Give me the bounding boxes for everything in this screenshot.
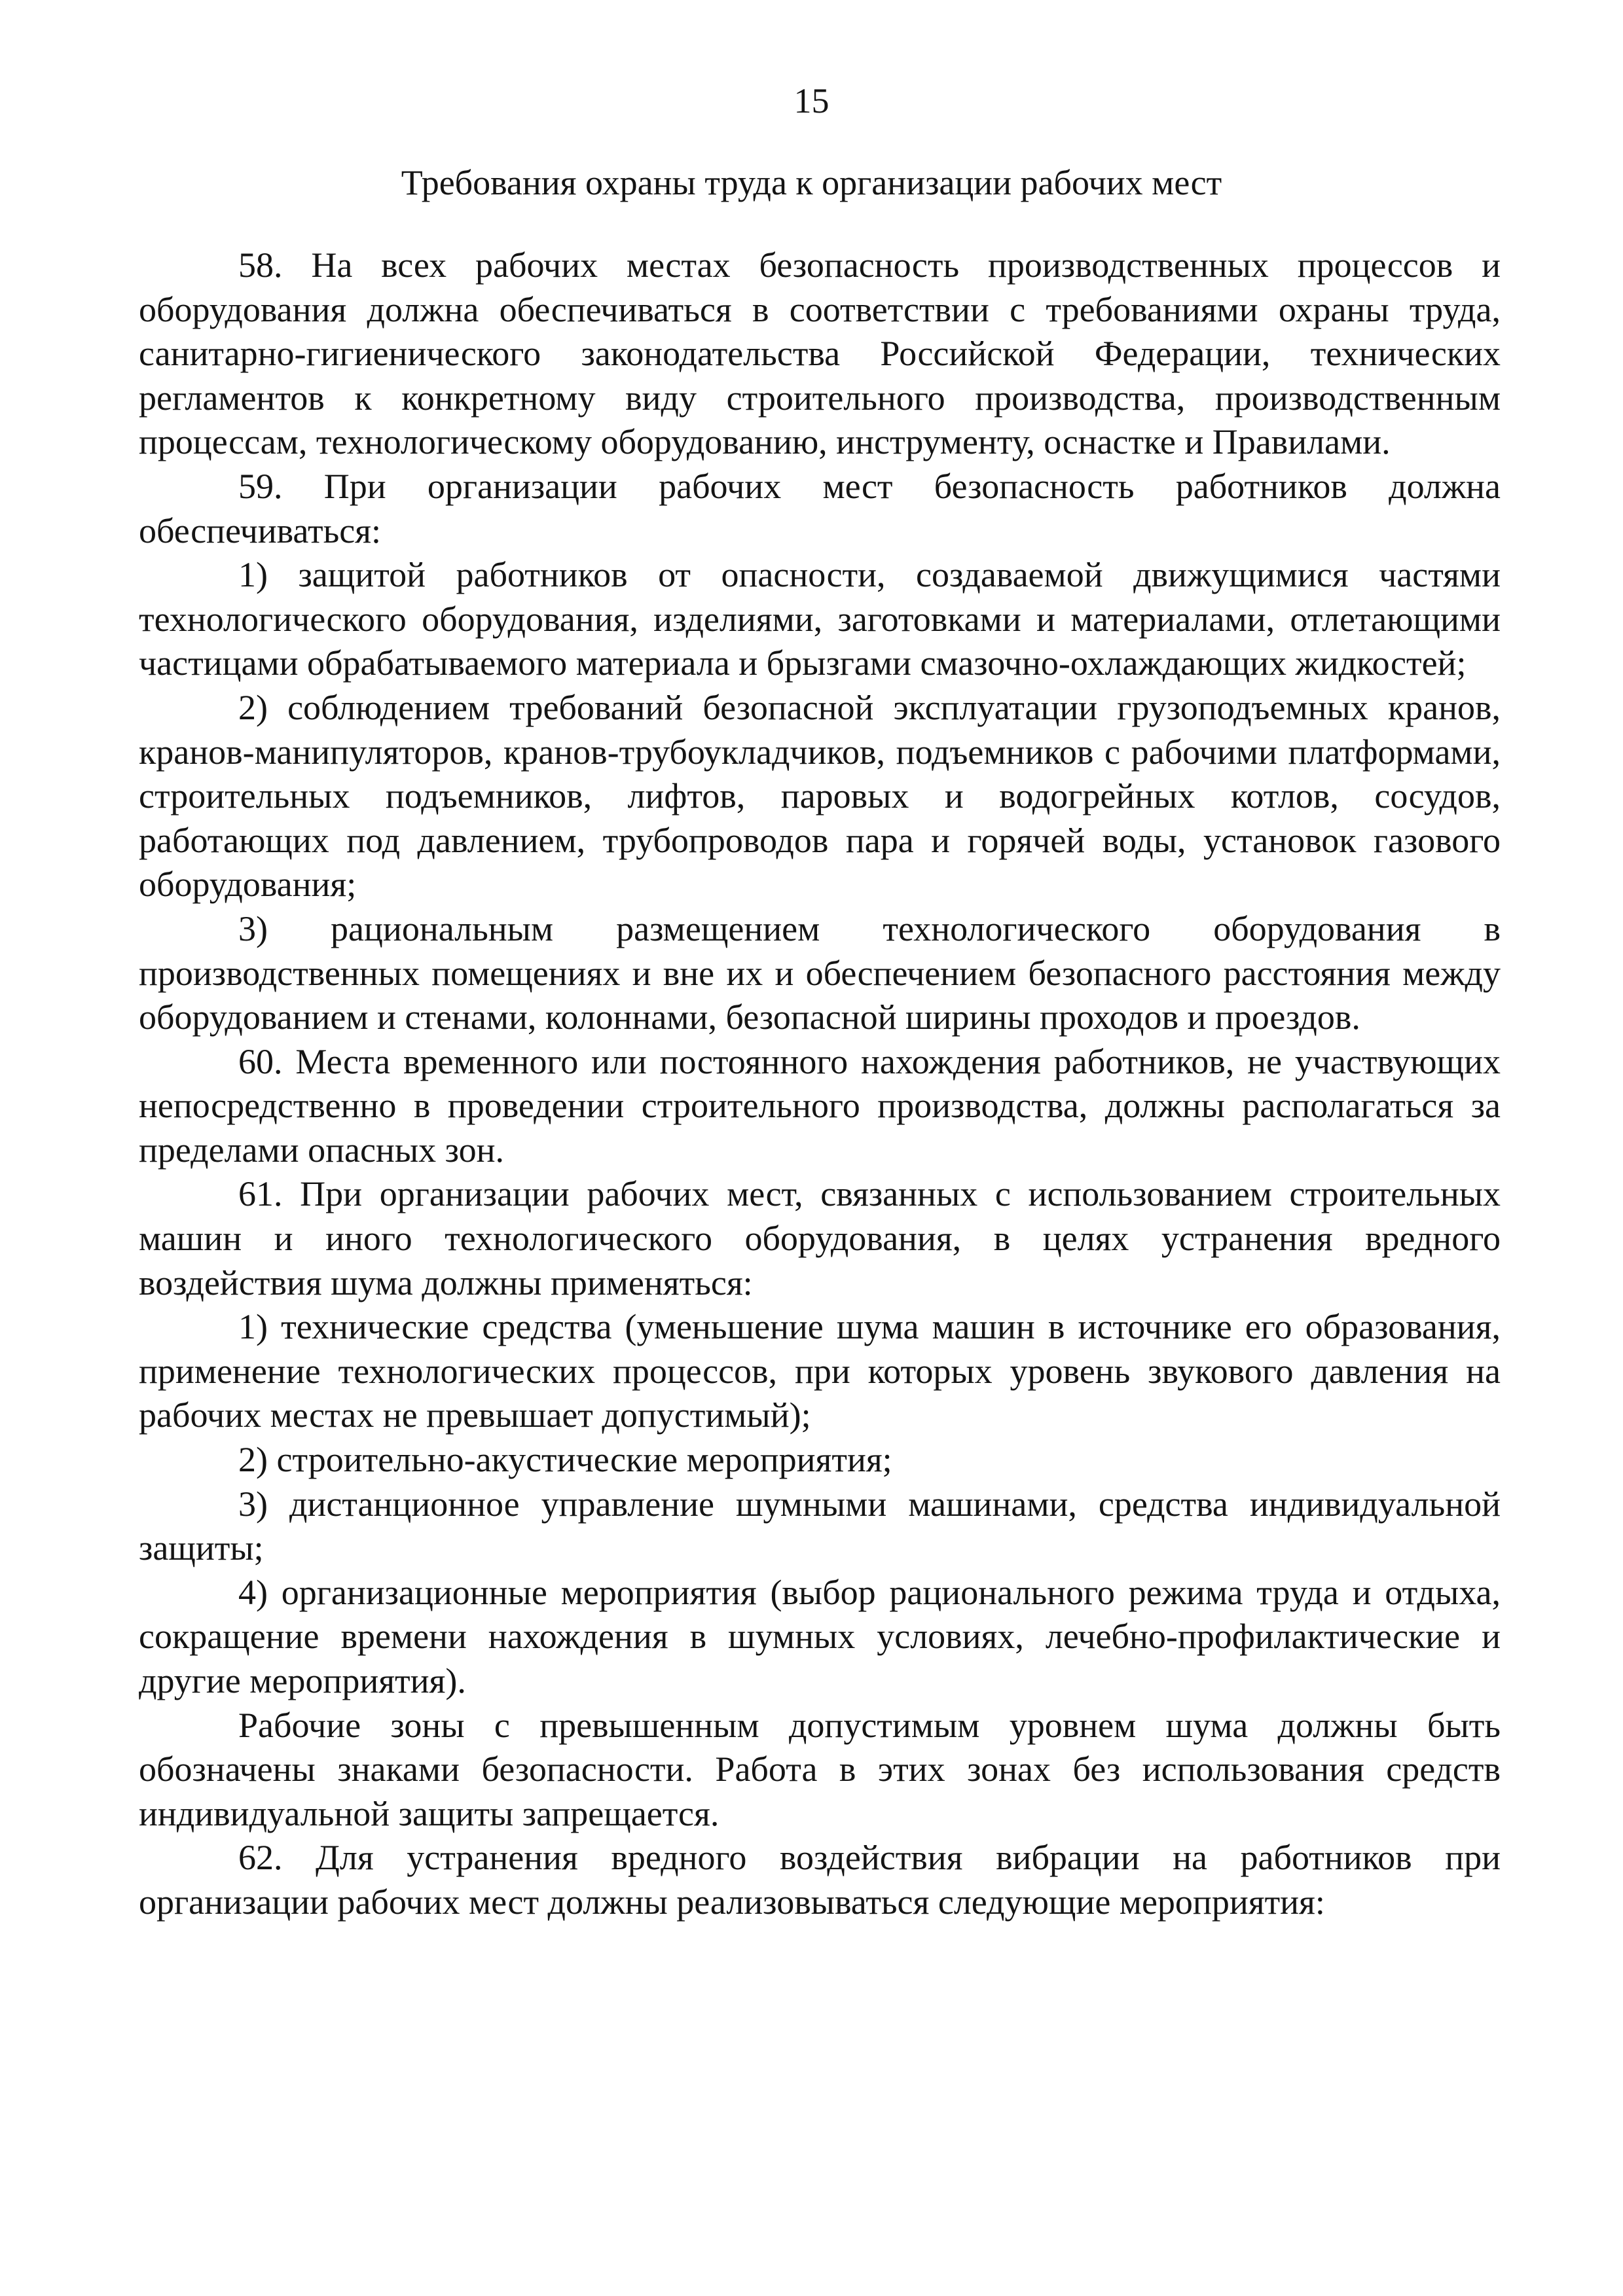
paragraph-61-item-3: 3) дистанционное управление шумными машинами, средства индивидуальной защиты;	[139, 1484, 1501, 1568]
paragraph-60: 60. Места временного или постоянного нахождения работников, не участвующих непосредственно в проведении строительного производства, должны располагаться за пределами опасных зон.	[139, 1041, 1501, 1170]
paragraph-61-item-1: 1) технические средства (уменьшение шума машин в источнике его образования, применение технологических процессов, при которых уровень звукового давления на рабочих местах не превышает допустимый);	[139, 1307, 1501, 1435]
paragraph-59: 59. При организации рабочих мест безопасность работников должна обеспечиваться:	[139, 466, 1501, 550]
paragraph-61-item-4: 4) организационные мероприятия (выбор рационального режима труда и отдыха, сокращение времени нахождения в шумных условиях, лечебно-профилактические и другие мероприятия).	[139, 1572, 1501, 1700]
paragraph-59-item-2: 2) соблюдением требований безопасной эксплуатации грузоподъемных кранов, кранов-манипуляторов, кранов-трубоукладчиков, подъемников с рабочими платформами, строительных подъемников, лифтов, паровых и водогрейных котлов, сосудов, работающих под давлением, трубопроводов пара и горячей воды, установок газового оборудования;	[139, 687, 1501, 905]
paragraph-noise-zones: Рабочие зоны с превышенным допустимым уровнем шума должны быть обозначены знаками безопасности. Работа в этих зонах без использования средств индивидуальной защиты запрещается.	[139, 1705, 1501, 1833]
paragraph-61: 61. При организации рабочих мест, связанных с использованием строительных машин и иного технологического оборудования, в целях устранения вредного воздействия шума должны применяться:	[139, 1174, 1501, 1302]
paragraph-59-item-3: 3) рациональным размещением технологического оборудования в производственных помещениях и вне их и обеспечением безопасного расстояния между оборудованием и стенами, колоннами, безопасной ширины проходов и проездов.	[139, 908, 1501, 1037]
paragraph-61-item-2: 2) строительно-акустические мероприятия;	[238, 1440, 892, 1480]
paragraph-62: 62. Для устранения вредного воздействия вибрации на работников при организации рабочих мест должны реализовываться следующие мероприятия:	[139, 1838, 1501, 1922]
section-title: Требования охраны труда к организации рабочих мест	[401, 163, 1222, 202]
page-number: 15	[793, 81, 830, 120]
body-text	[139, 243, 1501, 1925]
paragraph-58: 58. На всех рабочих местах безопасность производственных процессов и оборудования должна обеспечиваться в соответствии с требованиями охраны труда, санитарно-гигиенического законодательства Российской Федерации, технических регламентов к конкретному виду строительного производства, производственным процессам, технологическому оборудованию, инструменту, оснастке и Правилами.	[139, 245, 1501, 462]
paragraph-59-item-1: 1) защитой работников от опасности, создаваемой движущимися частями технологического оборудования, изделиями, заготовками и материалами, отлетающими частицами обрабатываемого материала и брызгами смазочно-охлаждающих жидкостей;	[139, 555, 1501, 683]
